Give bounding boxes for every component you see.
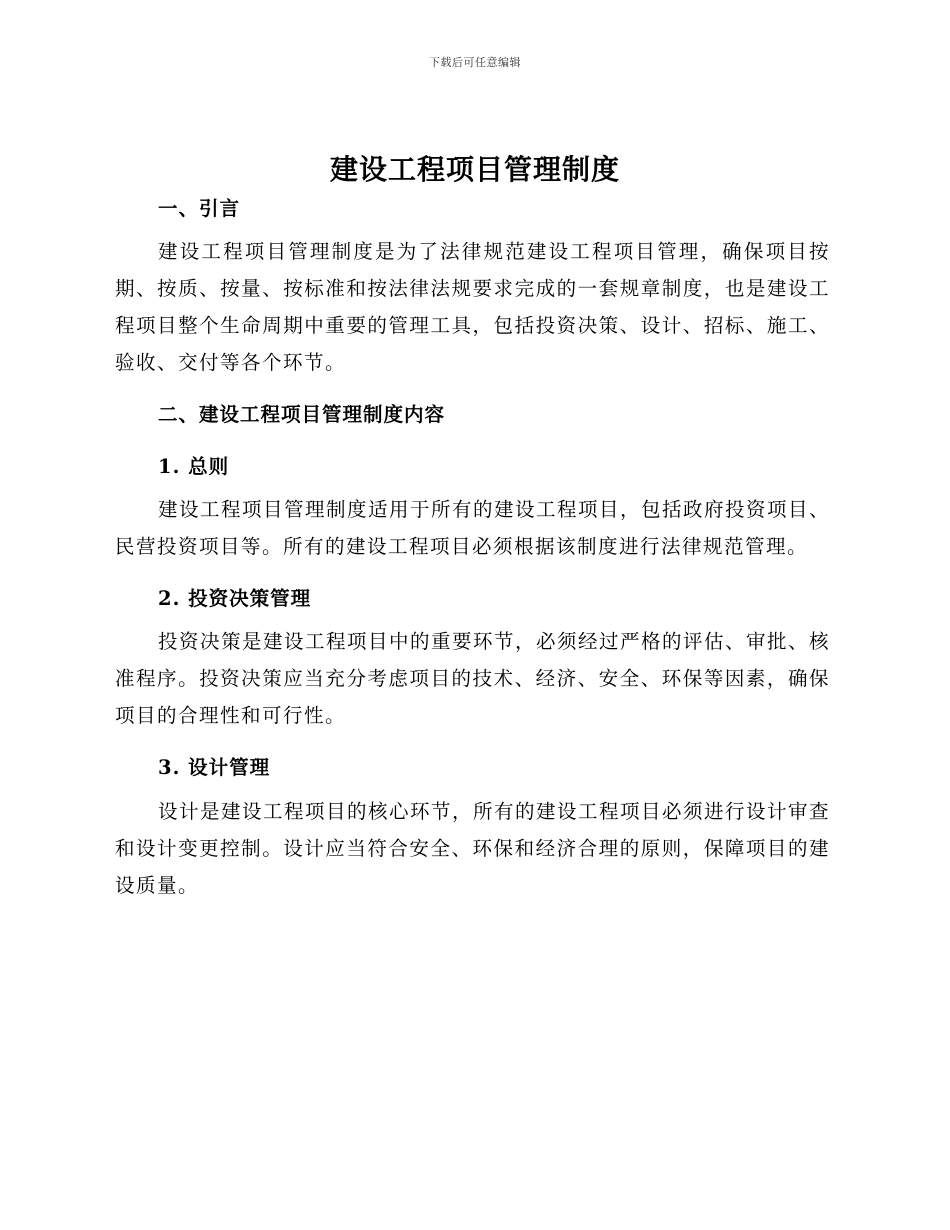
subsection-heading-general: 1. 总则 [158, 455, 230, 478]
section-heading-contents: 二、建设工程项目管理制度内容 [158, 403, 446, 426]
header-note: 下载后可任意编辑 [429, 56, 521, 69]
subsection-heading-investment: 2. 投资决策管理 [158, 587, 312, 610]
paragraph-design: 设计是建设工程项目的核心环节，所有的建设工程项目必须进行设计审查和设计变更控制。设计应当符合安全、环保和经济合理的原则，保障项目的建设质量。 [115, 800, 831, 897]
document-body [115, 190, 830, 904]
subsection-heading-design: 3. 设计管理 [158, 756, 271, 779]
section-heading-introduction: 一、引言 [158, 197, 241, 220]
paragraph-general: 建设工程项目管理制度适用于所有的建设工程项目，包括政府投资项目、民营投资项目等。所有的建设工程项目必须根据该制度进行法律规范管理。 [115, 498, 831, 558]
paragraph-introduction: 建设工程项目管理制度是为了法律规范建设工程项目管理，确保项目按期、按质、按量、按标准和按法律法规要求完成的一套规章制度，也是建设工程项目整个生命周期中重要的管理工具，包括投资决策、设计、招标、施工、验收、交付等各个环节。 [115, 240, 830, 374]
document-title: 建设工程项目管理制度 [329, 153, 620, 186]
paragraph-investment: 投资决策是建设工程项目中的重要环节，必须经过严格的评估、审批、核准程序。投资决策应当充分考虑项目的技术、经济、安全、环保等因素，确保项目的合理性和可行性。 [115, 630, 831, 727]
